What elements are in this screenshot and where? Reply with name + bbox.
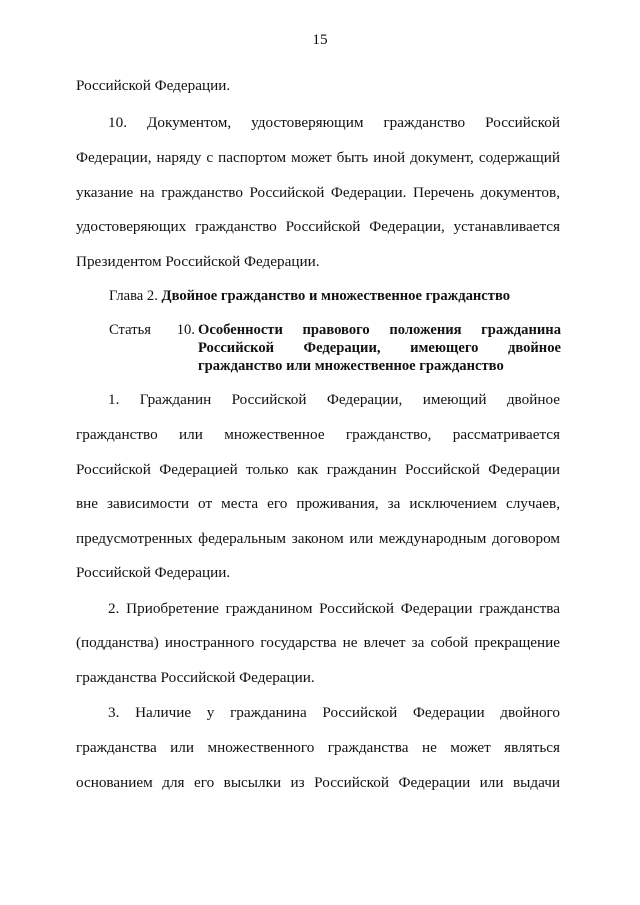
chapter-title: Двойное гражданство и множественное гражданство [161, 288, 511, 304]
paragraph-line: (подданства) иностранного государства не влечет за собой прекращение [76, 634, 560, 651]
paragraph-line: Российской Федерации. [76, 564, 231, 581]
paragraph-line: Российской Федерацией только как гражданин Российской Федерации [76, 461, 560, 478]
chapter-heading [109, 287, 510, 305]
article-title [198, 321, 561, 375]
article-title-line: гражданство или множественное гражданство [198, 358, 504, 374]
paragraph-line: указание на гражданство Российской Федерации. Перечень документов, [76, 184, 560, 201]
paragraph-line: Российской Федерации. [76, 77, 231, 94]
paragraph-line: гражданства Российской Федерации. [76, 669, 315, 686]
paragraph-line: гражданства или множественного гражданства не может являться [76, 739, 560, 756]
paragraph-line: 3. Наличие у гражданина Российской Федерации двойного [108, 704, 560, 721]
paragraph-line: Федерации, наряду с паспортом может быть иной документ, содержащий [76, 149, 560, 166]
paragraph-line: 1. Гражданин Российской Федерации, имеющий двойное [108, 391, 560, 408]
paragraph-line: 10. Документом, удостоверяющим гражданство Российской [108, 114, 560, 131]
paragraph-line: гражданство или множественное гражданство, рассматривается [76, 426, 560, 443]
article-title-line: Российской Федерации, имеющего двойное [198, 340, 561, 356]
article-label: Статья 10. [109, 322, 195, 338]
paragraph-line: удостоверяющих гражданство Российской Федерации, устанавливается [76, 218, 560, 235]
chapter-label: Глава 2. [109, 288, 158, 304]
paragraph-line: вне зависимости от места его проживания, за исключением случаев, [76, 495, 560, 512]
paragraph-line: предусмотренных федеральным законом или международным договором [76, 530, 560, 547]
article-title-line: Особенности правового положения гражданина [198, 322, 561, 338]
paragraph-line: основанием для его высылки из Российской Федерации или выдачи [76, 774, 560, 791]
paragraph-line: Президентом Российской Федерации. [76, 253, 320, 270]
paragraph-line: 2. Приобретение гражданином Российской Федерации гражданства [108, 600, 560, 617]
page-number: 15 [312, 31, 328, 48]
